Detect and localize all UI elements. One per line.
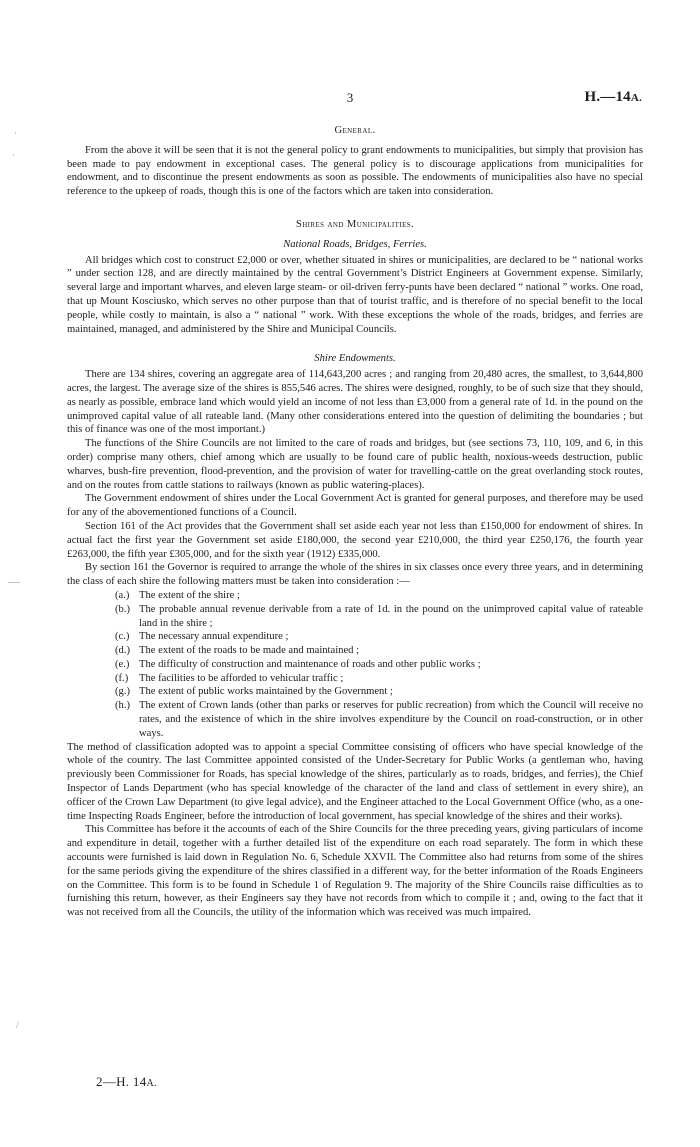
list-text: The extent of the shire ;: [139, 589, 240, 601]
paragraph-national-works: All bridges which cost to construct £2,000 or over, whether situated in shires or municipalities, are declared to be “ national works ” under section 128, and are directly maintained by the central Government’s District Engineers at Government expense. Similarly, several large and important wharves, and eleven large steam- or oil-driven ferry-punts have been declared “ national ” works. One road, that up Mount Kosciusko, which serves no other purpose than that of tourist traffic, and is therefore of no special benefit to the local people, while costly to maintain, is also a “ national ” work. With these exceptions the whole of the roads, bridges, and ferries are maintained, managed, and administered by the Shire and Municipal Councils.: [67, 254, 643, 335]
paragraph-shire-areas: There are 134 shires, covering an aggregate area of 114,643,200 acres ; and ranging from 20,480 acres, the smallest, to 3,644,800 acres, the largest. The average size of the shires is 855,546 acres. The shires were designed, roughly, to be of such size that they should, as nearly as possible, embrace land which would yield an income of not less than £3,000 from a general rate of 1d. in the pound on the unimproved capital value of all rateable land. (Many other considerations entered into the question of delimiting the boundaries ; but this of finance was one of the most important.): [67, 369, 643, 436]
paragraph-committee: The method of classification adopted was to appoint a special Committee consisting of officers who have special knowledge of the whole of the country. The last Committee appointed consisted of the Under-Secretary for Public Works (a gentleman who, having previously been Commissioner for Roads, has special knowledge of the shires, particularly as to roads, bridges, and ferries), the Chief Inspector of Lands Department (who has special knowledge of the character of the land and class of settlement in every shire), an officer of the Crown Law Department (to give legal advice), and the Engineer attached to the Local Government Office (who, as a one-time Inspecting Roads Engineer, before the introduction of local government, has special knowledge of the shires and their works).: [67, 741, 643, 822]
list-marker: (h.): [115, 700, 131, 712]
list-marker: (g.): [115, 686, 131, 698]
paragraph-government-endowment: The Government endowment of shires under the Local Government Act is granted for general purposes, and therefore may be used for any of the abovementioned functions of a Council.: [67, 493, 643, 519]
list-text: The extent of Crown lands (other than parks or reserves for public recreation) from which the Council will receive no rates, and the existence of which in the shire involves expenditure by the Council on road-construction, or in other ways.: [139, 700, 643, 739]
signature-main: 2—H. 14: [96, 1074, 147, 1089]
signature-suffix: A.: [146, 1078, 157, 1089]
scan-artifact: /: [16, 1020, 19, 1030]
scan-artifact: ·: [14, 128, 17, 138]
list-item: [115, 630, 643, 644]
paragraph-section-161: Section 161 of the Act provides that the Government shall set aside each year not less than £150,000 for endowment of shires. In actual fact the first year the Government set aside £180,000, the second year £210,000, the third year £250,176, the fourth year £263,000, the fifth year £305,000, and for the sixth year (1912) £335,000.: [67, 520, 643, 560]
list-text: The extent of the roads to be made and maintained ;: [139, 645, 360, 657]
subheading-national-roads: National Roads, Bridges, Ferries.: [283, 238, 427, 250]
list-item: [115, 685, 643, 699]
heading-shires-municipalities: Shires and Municipalities.: [295, 218, 415, 230]
subheading-shire-endowments: Shire Endowments.: [314, 353, 396, 365]
list-marker: (c.): [115, 631, 130, 643]
list-marker: (f.): [115, 672, 129, 684]
paragraph-classification: By section 161 the Governor is required to arrange the whole of the shires in six classes once every three years, and in determining the class of each shire the following matters must be taken into consideration :—: [67, 562, 643, 588]
list-text: The probable annual revenue derivable from a rate of 1d. in the pound on the unimproved capital value of rateable land in the shire ;: [139, 603, 643, 629]
paragraph-accounts: This Committee has before it the accounts of each of the Shire Councils for the three preceding years, giving particulars of income and expenditure in detail, together with a further detailed list of the expenditure on each road separately. The form in which these accounts were furnished is laid down in Regulation No. 6, Schedule XXVII. The Committee also had returns from some of the shires for the same periods giving the expenditure of the shires classified in a different way, for the better information of the Roads Engineers on the Committee. This form is to be found in Schedule 1 of Regulation 9. The majority of the Shire Councils raise difficulties as to furnishing this return, however, as their Engineers say they have not records from which to compile it ; and, owing to the fact that it was not received from all the Councils, the utility of the information which was received was much impaired.: [67, 824, 643, 919]
list-item: [115, 603, 643, 631]
classification-matters-list: [67, 589, 643, 741]
list-item: [115, 658, 643, 672]
paragraph-council-functions: The functions of the Shire Councils are not limited to the care of roads and bridges, but (see sections 73, 110, 109, and 6, in this order) comprise many others, chief among which are usually to be found care of public health, noxious-weeds destruction, public wharves, bush-fire prevention, flood-prevention, and the provision of water for travelling-cattle on the great overlanding stock routes, and on the routes from cattle stations to railways (known as public watering-places).: [67, 438, 643, 491]
list-text: The extent of public works maintained by the Government ;: [139, 686, 393, 698]
list-text: The difficulty of construction and maintenance of roads and other public works ;: [139, 658, 481, 670]
list-item: [115, 699, 643, 740]
reference-main: H.—14: [584, 89, 631, 105]
list-marker: (a.): [115, 589, 130, 601]
list-marker: (b.): [115, 603, 131, 615]
list-text: The facilities to be afforded to vehicular traffic ;: [139, 672, 344, 684]
document-body: [67, 119, 643, 920]
list-marker: (e.): [115, 658, 130, 670]
list-item: [115, 644, 643, 658]
list-text: The necessary annual expenditure ;: [139, 631, 289, 643]
page-number: 3: [346, 90, 354, 105]
list-item: [115, 672, 643, 686]
document-reference: [584, 89, 642, 106]
heading-general: General.: [334, 125, 376, 136]
reference-suffix: A.: [630, 92, 642, 104]
printer-signature: [96, 1074, 157, 1090]
list-marker: (d.): [115, 645, 131, 657]
scan-artifact: ·: [12, 150, 15, 160]
list-item: [115, 589, 643, 603]
paragraph-general-1: From the above it will be seen that it is not the general policy to grant endowments to municipalities, but simply that provision has been made to pay endowment in exceptional cases. The general policy is to discourage applications from municipalities for endowment, and to discontinue the present endowments as soon as possible. The endowments of municipalities also have no special reference to the upkeep of roads, though this is one of the factors which are taken into consideration.: [67, 144, 643, 198]
margin-mark: —: [8, 574, 20, 588]
